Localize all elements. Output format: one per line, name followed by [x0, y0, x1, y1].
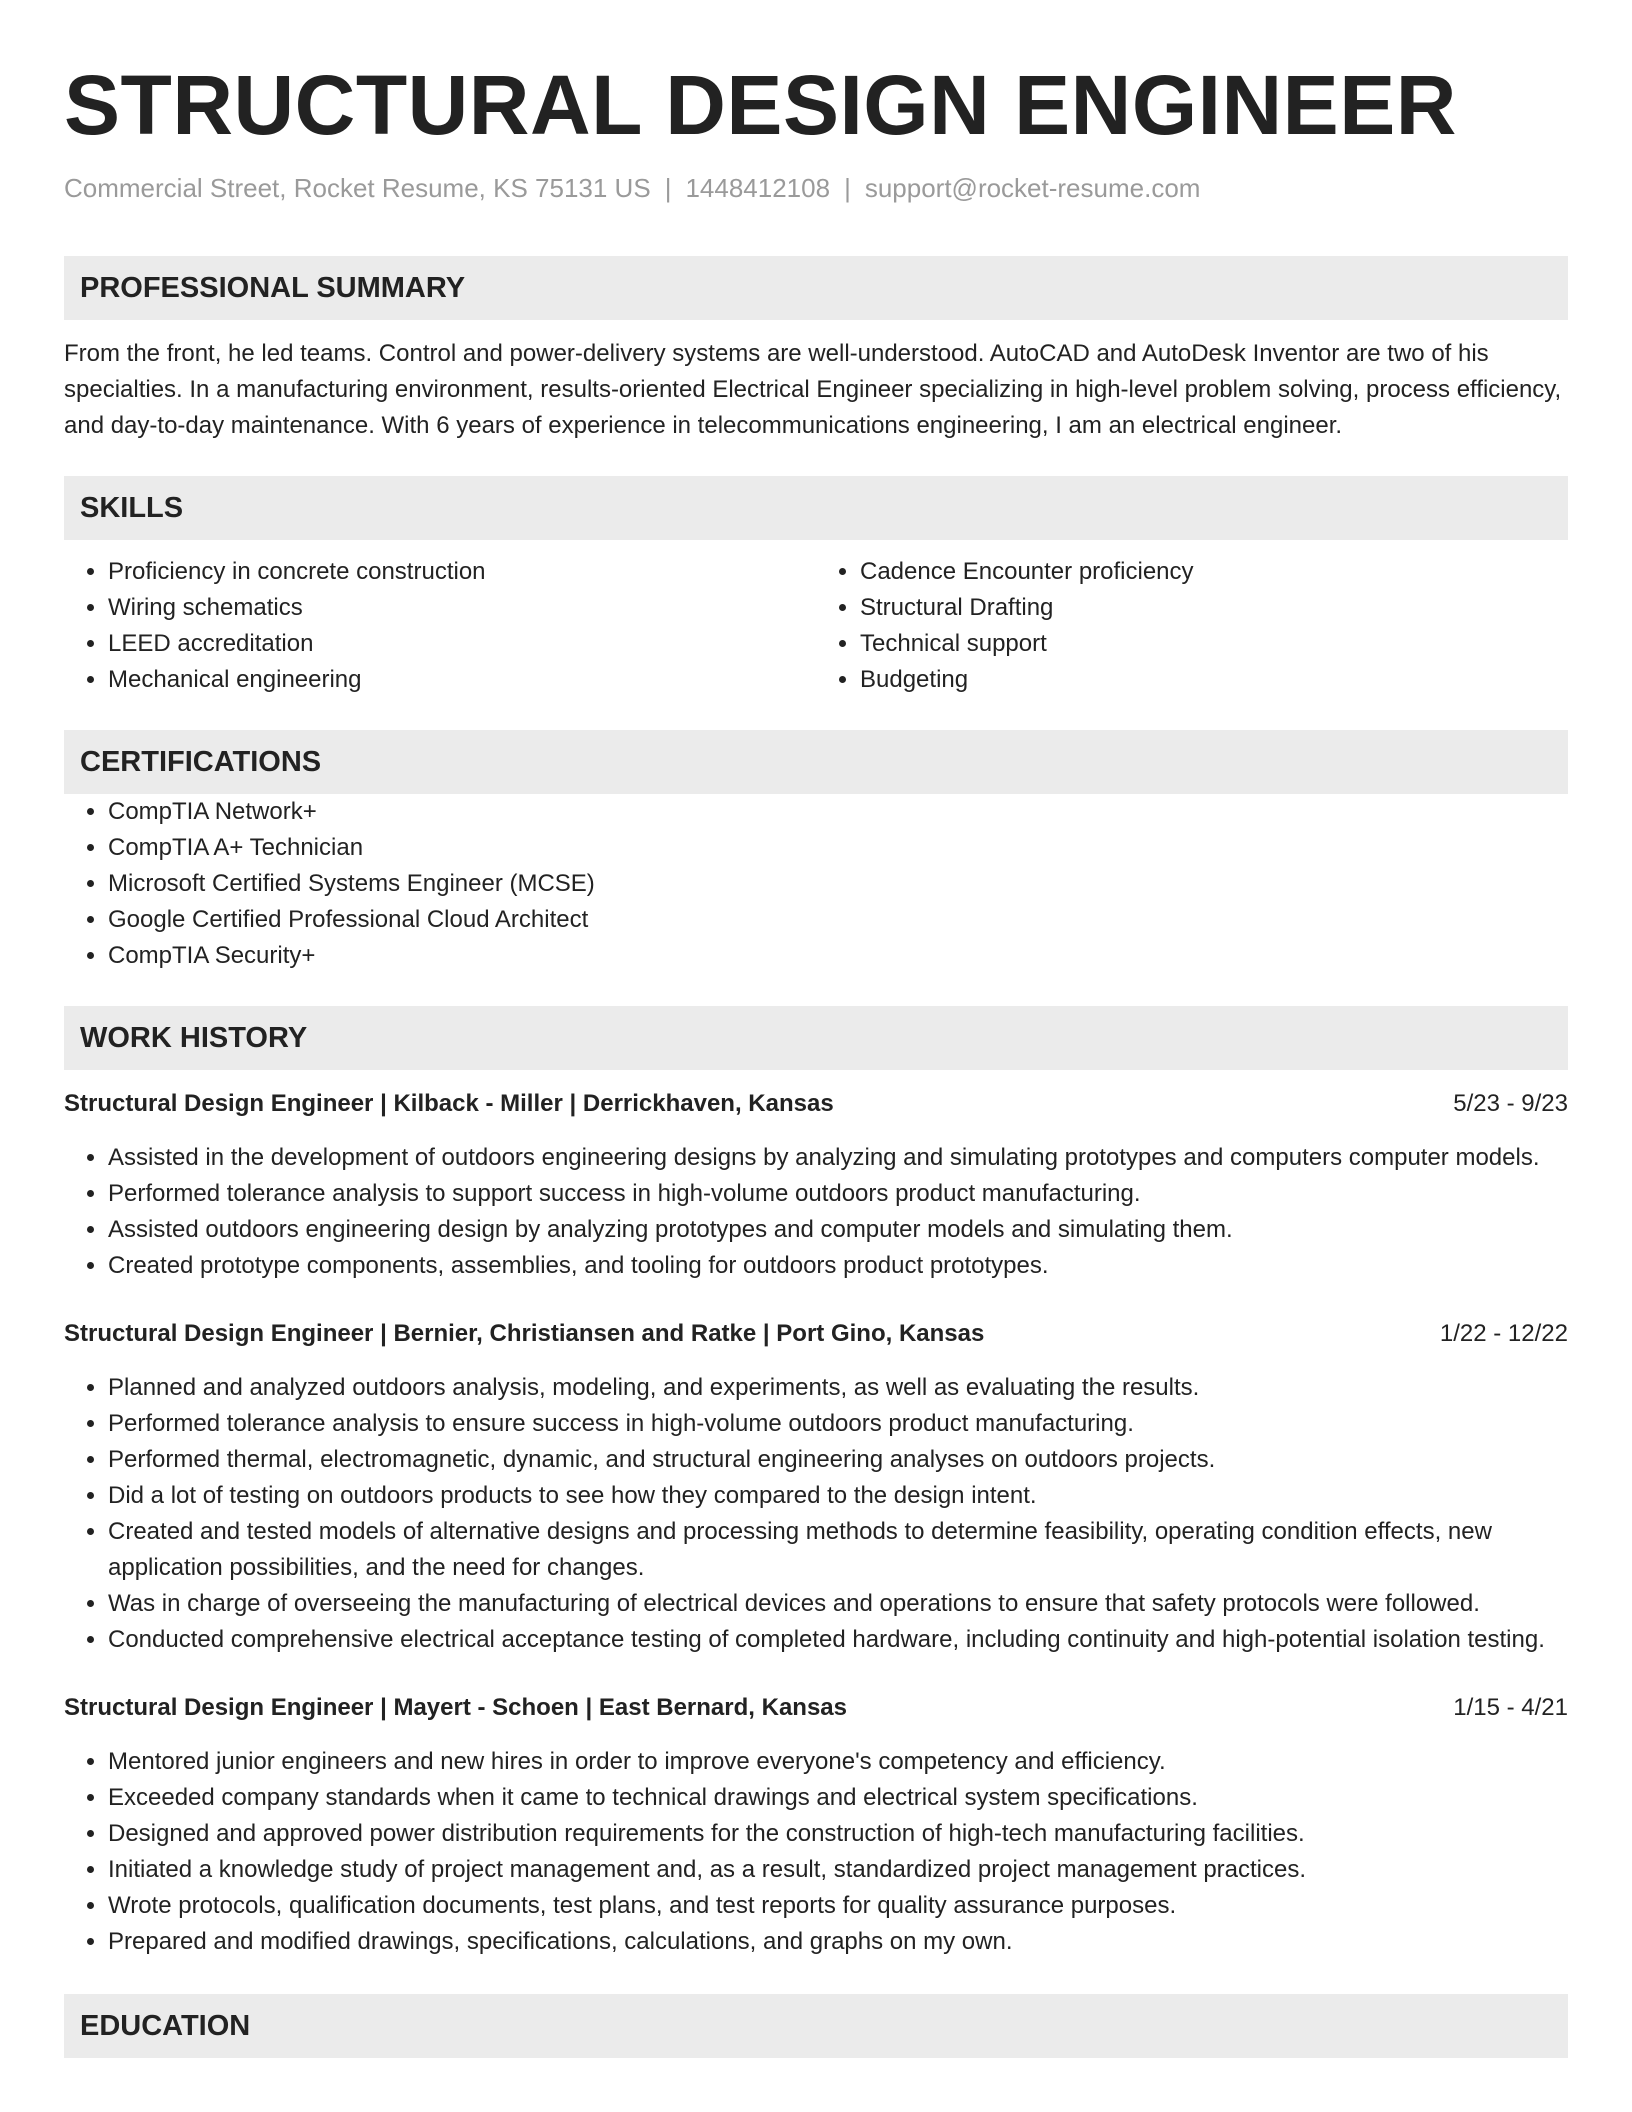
- job-bullet: • Created prototype components, assemblies, and tooling for outdoors product prototypes.: [108, 1248, 1568, 1284]
- skills-column-left: [64, 554, 816, 698]
- job-bullet: • Performed tolerance analysis to ensure success in high-volume outdoors product manufacturing.: [108, 1406, 1568, 1442]
- resume-page: [64, 0, 1568, 2058]
- job-bullets: [64, 1370, 1568, 1658]
- contact-phone: 1448412108: [685, 173, 831, 203]
- certification-item: • CompTIA Security+: [108, 938, 1568, 974]
- job-bullet: • Created and tested models of alternative designs and processing methods to determine feasibility, operating condition effects, new application possibilities, and the need for changes.: [108, 1514, 1568, 1586]
- certifications-heading: CERTIFICATIONS: [64, 730, 1568, 794]
- job-bullet: • Was in charge of overseeing the manufacturing of electrical devices and operations to ensure that safety protocols were followed.: [108, 1586, 1568, 1622]
- work-history-heading: WORK HISTORY: [64, 1006, 1568, 1070]
- skill-item: • Mechanical engineering: [108, 662, 816, 698]
- skills-column-right: [816, 554, 1568, 698]
- job-bullet: • Designed and approved power distribution requirements for the construction of high-tech manufacturing facilities.: [108, 1816, 1568, 1852]
- job-bullet: • Exceeded company standards when it came to technical drawings and electrical system specifications.: [108, 1780, 1568, 1816]
- job-bullet: • Prepared and modified drawings, specifications, calculations, and graphs on my own.: [108, 1924, 1568, 1960]
- contact-address: Commercial Street, Rocket Resume, KS 75131 US: [64, 173, 651, 203]
- job-bullets: [64, 1744, 1568, 1960]
- skills-list: [64, 554, 1568, 698]
- skill-item: • Wiring schematics: [108, 590, 816, 626]
- skill-item: • Proficiency in concrete construction: [108, 554, 816, 590]
- job-bullet: • Conducted comprehensive electrical acceptance testing of completed hardware, including continuity and high-potential isolation testing.: [108, 1622, 1568, 1658]
- resume-name: STRUCTURAL DESIGN ENGINEER: [64, 58, 1457, 152]
- job-header: [64, 1690, 1568, 1726]
- job-bullet: • Wrote protocols, qualification documents, test plans, and test reports for quality assurance purposes.: [108, 1888, 1568, 1924]
- summary-text: From the front, he led teams. Control and power-delivery systems are well-understood. AutoCAD and AutoDesk Inventor are two of his specialties. In a manufacturing environment, results-oriented Electrical Engineer specializing in high-level problem solving, process efficiency, and day-to-day maintenance. With 6 years of experience in telecommunications engineering, I am an electrical engineer.: [64, 340, 1562, 439]
- skills-heading: SKILLS: [64, 476, 1568, 540]
- job-dates: 1/22 - 12/22: [1439, 1320, 1568, 1347]
- job-header: [64, 1086, 1568, 1122]
- job-bullet: • Planned and analyzed outdoors analysis, modeling, and experiments, as well as evaluating the results.: [108, 1370, 1568, 1406]
- contact-email: support@rocket-resume.com: [864, 173, 1201, 203]
- contact-line: [64, 172, 1568, 204]
- job-bullet: • Performed tolerance analysis to support success in high-volume outdoors product manufacturing.: [108, 1176, 1568, 1212]
- job-bullet: • Assisted outdoors engineering design by analyzing prototypes and computer models and simulating them.: [108, 1212, 1568, 1248]
- job-bullets: [64, 1140, 1568, 1284]
- job-dates: 1/15 - 4/21: [1453, 1694, 1568, 1721]
- job-entry: [64, 1690, 1568, 1960]
- job-header: [64, 1316, 1568, 1352]
- certification-item: • CompTIA A+ Technician: [108, 830, 1568, 866]
- education-heading: EDUCATION: [64, 1994, 1568, 2058]
- skill-item: • Technical support: [860, 626, 1568, 662]
- contact-separator: |: [664, 173, 672, 203]
- job-bullet: • Performed thermal, electromagnetic, dynamic, and structural engineering analyses on outdoors projects.: [108, 1442, 1568, 1478]
- job-title: Structural Design Engineer | Bernier, Christiansen and Ratke | Port Gino, Kansas: [64, 1320, 985, 1347]
- contact-separator: |: [844, 173, 851, 203]
- job-bullet: • Mentored junior engineers and new hires in order to improve everyone's competency and efficiency.: [108, 1744, 1568, 1780]
- job-title: Structural Design Engineer | Kilback - Miller | Derrickhaven, Kansas: [64, 1090, 834, 1117]
- summary-heading: PROFESSIONAL SUMMARY: [64, 256, 1568, 320]
- skill-item: • Budgeting: [860, 662, 1568, 698]
- skill-item: • LEED accreditation: [108, 626, 816, 662]
- job-dates: 5/23 - 9/23: [1453, 1090, 1568, 1117]
- job-entry: [64, 1316, 1568, 1658]
- certification-item: • CompTIA Network+: [108, 794, 1568, 830]
- certification-item: • Microsoft Certified Systems Engineer (MCSE): [108, 866, 1568, 902]
- certification-item: • Google Certified Professional Cloud Architect: [108, 902, 1568, 938]
- job-title: Structural Design Engineer | Mayert - Schoen | East Bernard, Kansas: [64, 1694, 847, 1721]
- job-bullet: • Did a lot of testing on outdoors products to see how they compared to the design intent.: [108, 1478, 1568, 1514]
- skill-item: • Structural Drafting: [860, 590, 1568, 626]
- job-bullet: • Initiated a knowledge study of project management and, as a result, standardized project management practices.: [108, 1852, 1568, 1888]
- certifications-list: [64, 794, 1568, 974]
- job-bullet: • Assisted in the development of outdoors engineering designs by analyzing and simulating prototypes and computers computer models.: [108, 1140, 1568, 1176]
- job-entry: [64, 1086, 1568, 1284]
- skill-item: • Cadence Encounter proficiency: [860, 554, 1568, 590]
